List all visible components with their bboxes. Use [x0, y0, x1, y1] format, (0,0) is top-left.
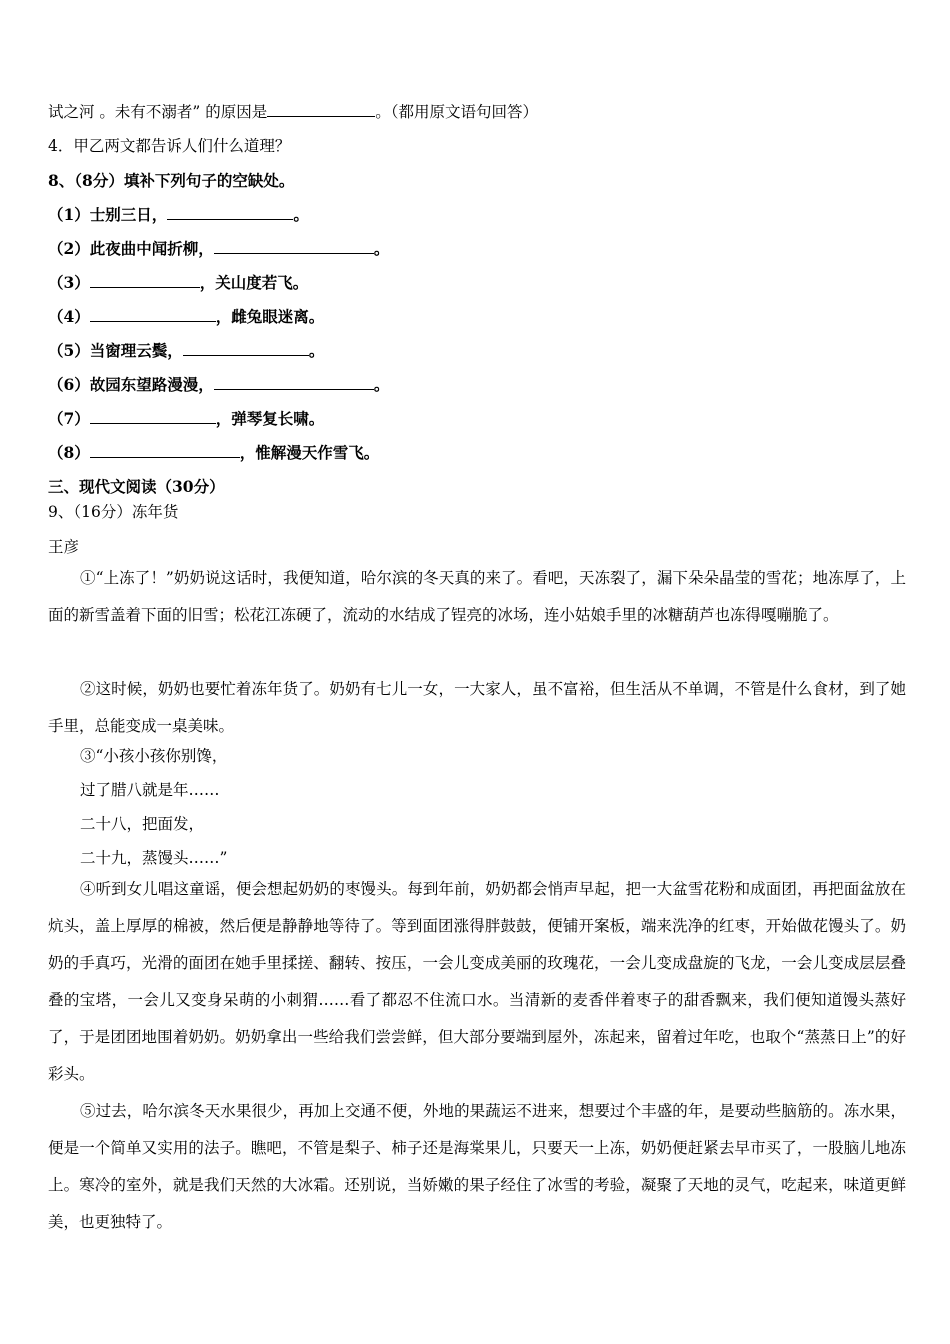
- item-text-before: 故园东望路漫漫，: [89, 375, 214, 394]
- q7-reason-prefix: 试之河 。未有不溺者” 的原因是: [48, 103, 268, 121]
- item-text-after: 。: [373, 375, 390, 394]
- item-text-before: 此夜曲中闻折柳，: [89, 239, 214, 258]
- item-text-before: 当窗理云鬓，: [89, 341, 183, 360]
- paragraph-5: ⑤过去，哈尔滨冬天水果很少，再加上交通不便，外地的果蔬运不进来，想要过个丰盛的年，是要动些脑筋的。冻水果，便是一个简单又实用的法子。瞧吧，不管是梨子、柿子还是海棠果儿，只要天一上冻，奶奶便赶紧去早市买了，一股脑儿地冻上。寒冷的室外，就是我们天然的大冰霜。还别说，当娇嫩的果子经住了冰雪的考验，凝聚了天地的灵气，吃起来，味道更鲜美，也更独特了。: [48, 1102, 906, 1231]
- rhyme-line-3: 二十八，把面发，: [80, 815, 205, 833]
- q9-header: 9、（16分）冻年货: [48, 503, 179, 521]
- rhyme-line-4: 二十九，蒸馒头……”: [80, 849, 228, 867]
- paragraph-1: ①“上冻了！”奶奶说这话时，我便知道，哈尔滨的冬天真的来了。看吧，天冻裂了，漏下朵朵晶莹的雪花；地冻厚了，上面的新雪盖着下面的旧雪；松花江冻硬了，流动的水结成了锃亮的冰场，连小姑娘手里的冰糖葫芦也冻得嘎嘣脆了。: [48, 569, 906, 624]
- paragraph-4: ④听到女儿唱这童谣，便会想起奶奶的枣馒头。每到年前，奶奶都会悄声早起，把一大盆雪花粉和成面团，再把面盆放在炕头，盖上厚厚的棉被，然后便是静静地等待了。等到面团涨得胖鼓鼓，便铺开案板，端来洗净的红枣，开始做花馒头了。奶奶的手真巧，光滑的面团在她手里揉搓、翻转、按压，一会儿变成美丽的玫瑰花，一会儿变成盘旋的飞龙，一会儿变成层层叠叠的宝塔，一会儿又变身呆萌的小刺猬……看了都忍不住流口水。当清新的麦香伴着枣子的甜香飘来，我们便知道馒头蒸好了，于是团团地围着奶奶。奶奶拿出一些给我们尝尝鲜，但大部分要端到屋外，冻起来，留着过年吃，也取个“蒸蒸日上”的好彩头。: [48, 880, 906, 1083]
- answer-blank[interactable]: [214, 239, 374, 254]
- answer-blank[interactable]: [90, 443, 240, 458]
- item-number: （3）: [48, 273, 90, 292]
- rhyme-line-1: ③“小孩小孩你别馋，: [80, 747, 228, 765]
- q7-reason-line: [48, 102, 538, 122]
- q8-item-1: [48, 205, 309, 225]
- item-text-after: ，弹琴复长啸。: [215, 409, 325, 428]
- section-3-heading: 三、现代文阅读（30分）: [48, 477, 225, 496]
- item-number: （6）: [48, 375, 90, 394]
- answer-blank[interactable]: [90, 273, 200, 288]
- item-text-after: 。: [373, 239, 390, 258]
- item-text-before: 士别三日，: [89, 205, 168, 224]
- answer-blank[interactable]: [183, 341, 309, 356]
- q8-item-2: [48, 239, 389, 259]
- item-text-after: ，雌兔眼迷离。: [215, 307, 325, 326]
- q8-item-8: [48, 443, 379, 463]
- q8-item-7: [48, 409, 324, 429]
- answer-blank[interactable]: [90, 307, 216, 322]
- article-author: 王彦: [48, 538, 80, 556]
- item-number: （7）: [48, 409, 90, 428]
- item-number: （2）: [48, 239, 90, 258]
- paragraph-2: ②这时候，奶奶也要忙着冻年货了。奶奶有七儿一女，一大家人，虽不富裕，但生活从不单调，不管是什么食材，到了她手里，总能变成一桌美味。: [48, 680, 906, 735]
- answer-blank[interactable]: [167, 205, 293, 220]
- q8-item-4: [48, 307, 324, 327]
- answer-blank[interactable]: [214, 375, 374, 390]
- q8-item-6: [48, 375, 389, 395]
- item-number: （8）: [48, 443, 90, 462]
- item-text-after: 。: [293, 205, 309, 224]
- answer-blank[interactable]: [267, 102, 375, 117]
- answer-blank[interactable]: [90, 409, 216, 424]
- q8-item-5: [48, 341, 324, 361]
- q8-title: 8、（8分）填补下列句子的空缺处。: [48, 171, 295, 190]
- item-text-after: ，关山度若飞。: [199, 273, 309, 292]
- q7-item-4: 4．甲乙两文都告诉人们什么道理？: [48, 137, 291, 155]
- item-number: （5）: [48, 341, 90, 360]
- item-number: （4）: [48, 307, 90, 326]
- q7-reason-suffix: 。（都用原文语句回答）: [375, 103, 539, 121]
- item-number: （1）: [48, 205, 90, 224]
- item-text-after: ，惟解漫天作雪飞。: [239, 443, 380, 462]
- q8-item-3: [48, 273, 308, 293]
- item-text-after: 。: [308, 341, 325, 360]
- rhyme-line-2: 过了腊八就是年……: [80, 781, 220, 799]
